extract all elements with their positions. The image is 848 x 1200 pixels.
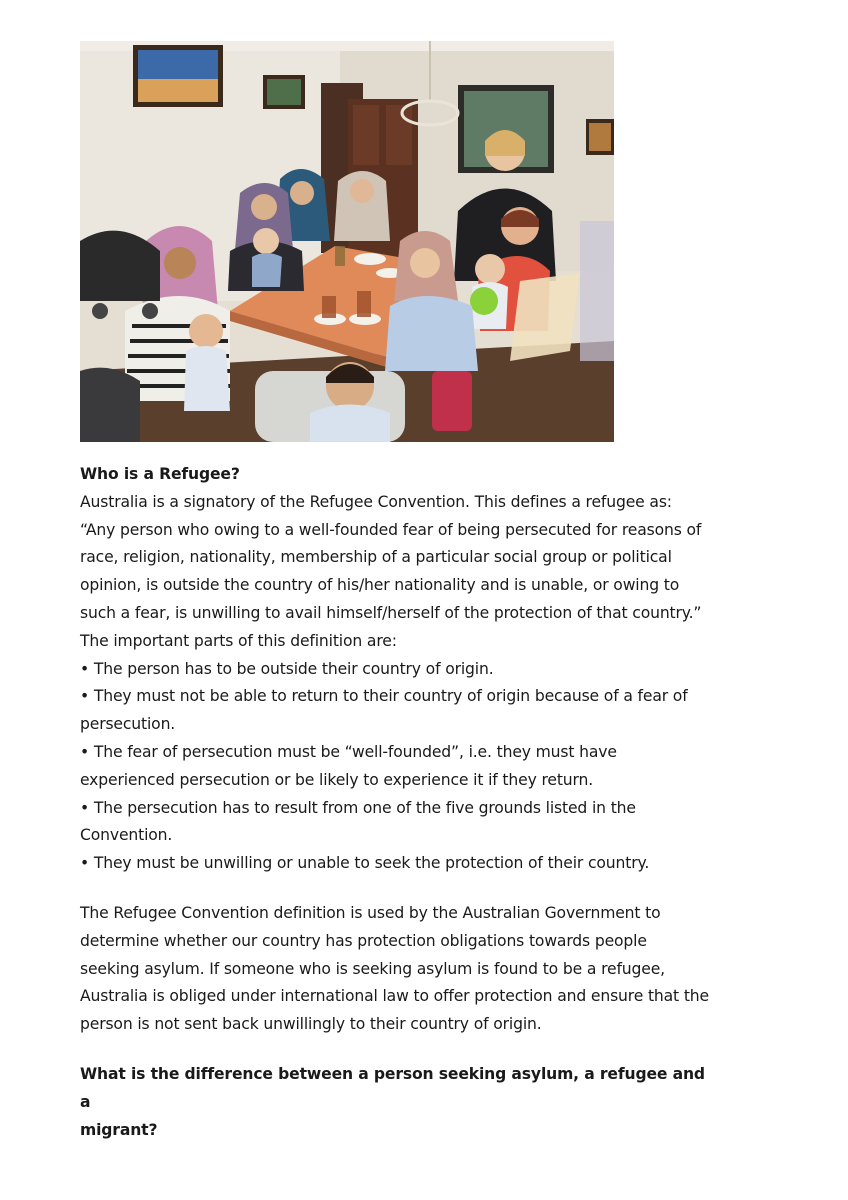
bullet-line: experienced persecution or be likely to experience it if they return. (80, 770, 594, 789)
bullet-line: • The persecution has to result from one of the five grounds listed in the (80, 798, 636, 817)
heading-who-is-a-refugee: Who is a Refugee? (80, 465, 240, 483)
bullet-line: • They must not be able to return to their country of origin because of a fear of (80, 687, 688, 706)
group-photo (80, 41, 614, 442)
bullet-line: • They must be unwilling or unable to seek the protection of their country. (80, 854, 650, 873)
convention-quote (80, 517, 720, 628)
quote-line: race, religion, nationality, membership of a particular social group or political (80, 548, 672, 567)
paragraph-line: Australia is obliged under international law to offer protection and ensure that the (80, 987, 709, 1006)
paragraph-line: person is not sent back unwillingly to their country of origin. (80, 1015, 542, 1034)
bullet-line: • The person has to be outside their country of origin. (80, 659, 494, 678)
document-body (80, 461, 720, 1144)
quote-line: opinion, is outside the country of his/her nationality and is unable, or owing to (80, 576, 680, 595)
heading-line: What is the difference between a person seeking asylum, a refugee and a (80, 1064, 705, 1111)
paragraph-spacer (80, 1039, 720, 1061)
bullet-line: persecution. (80, 715, 176, 734)
bullet-line: Convention. (80, 826, 173, 845)
quote-line: such a fear, is unwilling to avail himself/herself of the protection of that country.” (80, 603, 702, 622)
heading-line: migrant? (80, 1120, 158, 1139)
paragraph-spacer (80, 878, 720, 900)
paragraph-line: seeking asylum. If someone who is seeking asylum is found to be a refugee, (80, 959, 665, 978)
paragraph-line: The Refugee Convention definition is used by the Australian Government to (80, 903, 661, 922)
quote-line: “Any person who owing to a well-founded fear of being persecuted for reasons of (80, 520, 702, 539)
list-intro: The important parts of this definition are: (80, 631, 397, 650)
bullet-line: • The fear of persecution must be “well-founded”, i.e. they must have (80, 742, 617, 761)
definition-bullet-list (80, 656, 720, 878)
intro-paragraph: Australia is a signatory of the Refugee Convention. This defines a refugee as: (80, 492, 672, 511)
heading-difference (80, 1061, 720, 1144)
paragraph-line: determine whether our country has protection obligations towards people (80, 931, 647, 950)
government-paragraph (80, 900, 720, 1039)
